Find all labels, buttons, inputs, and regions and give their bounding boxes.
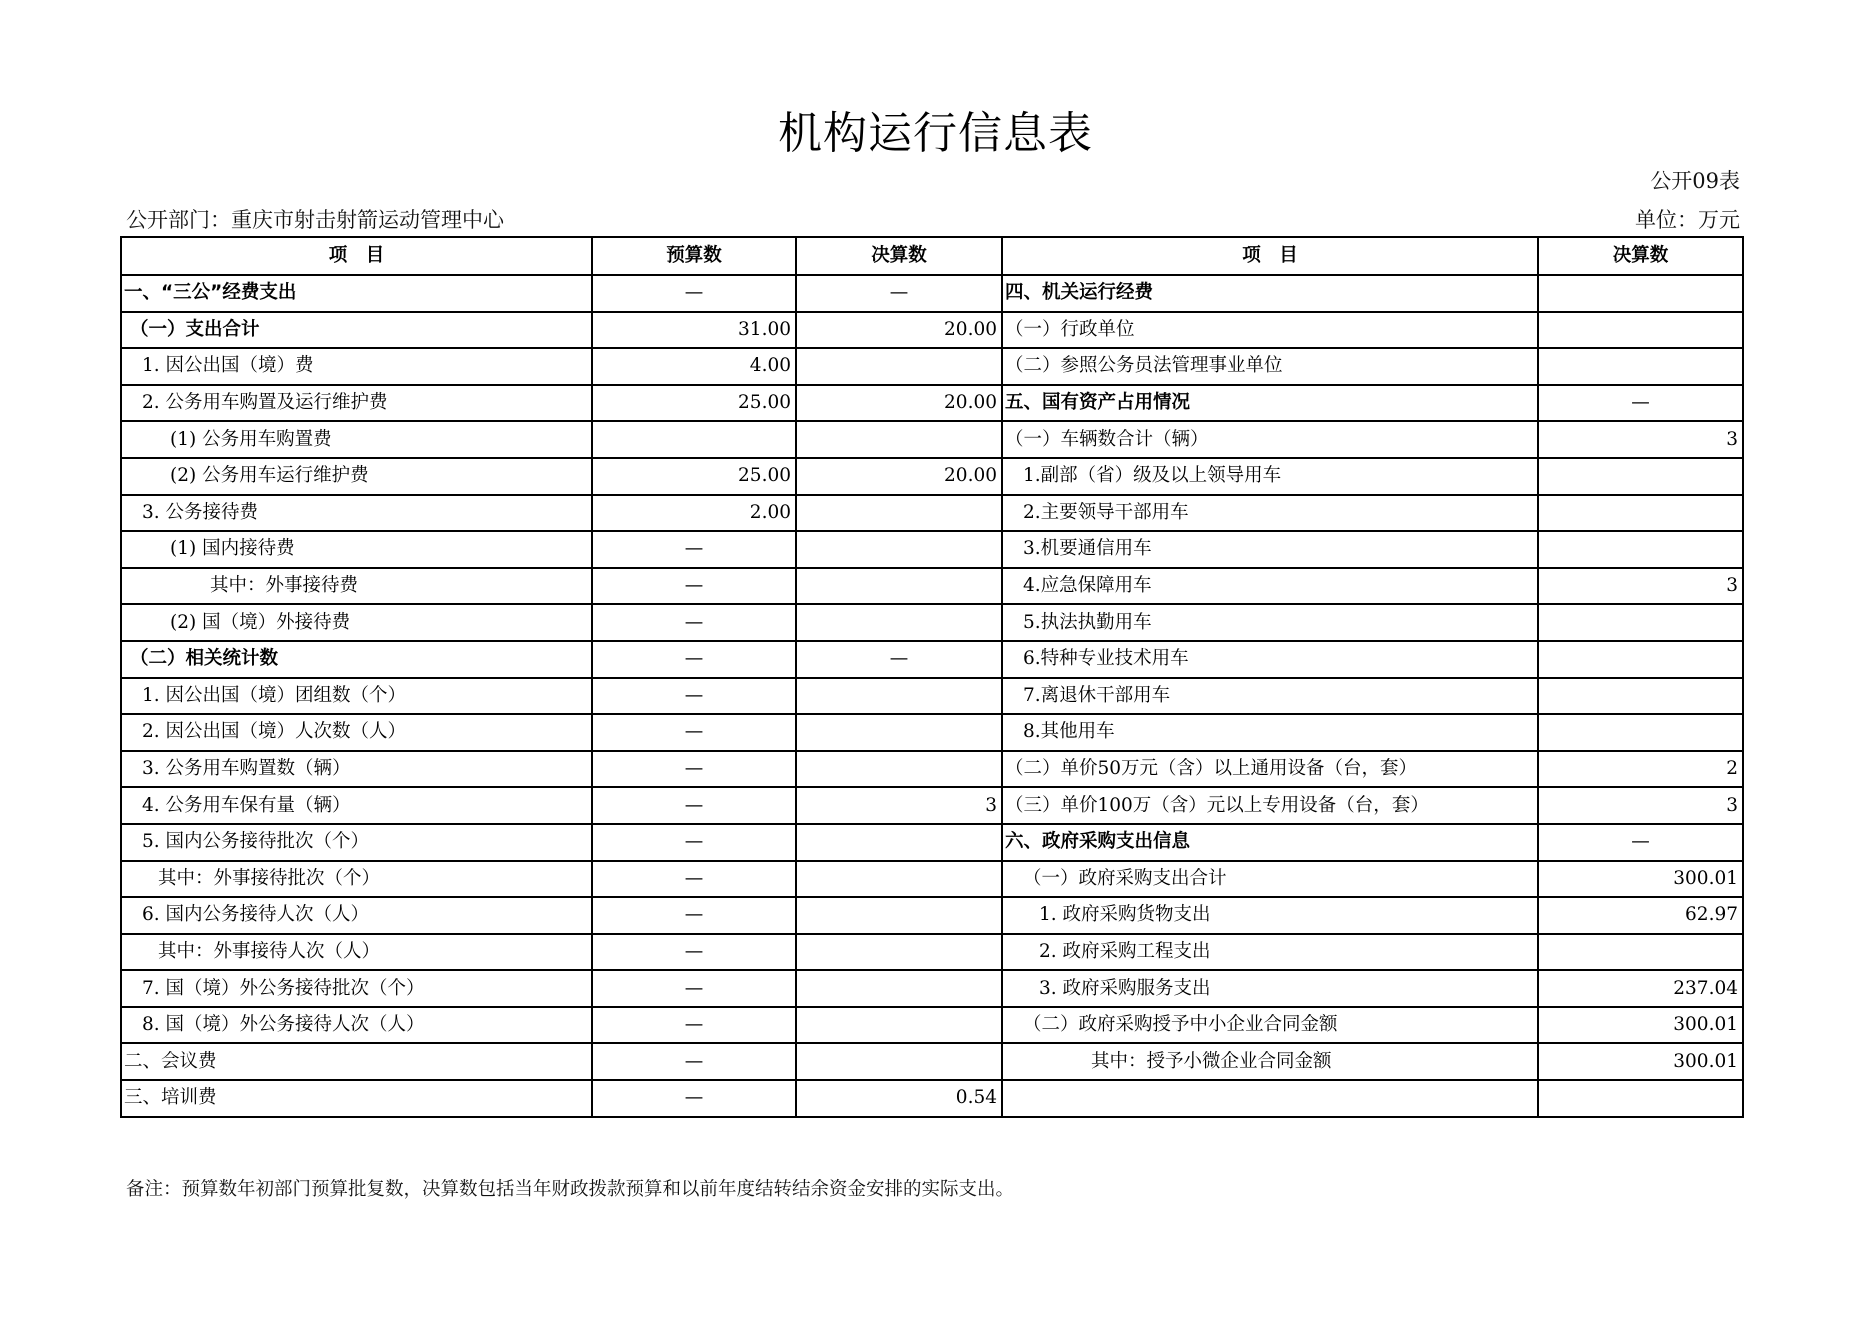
final-value bbox=[796, 751, 1002, 788]
right-row-label: 1. 政府采购货物支出 bbox=[1002, 897, 1538, 934]
final-value bbox=[796, 1007, 1002, 1044]
right-final-value: 2 bbox=[1538, 751, 1743, 788]
final-value bbox=[796, 970, 1002, 1007]
table-row bbox=[121, 312, 1743, 349]
row-label: 三、培训费 bbox=[121, 1080, 592, 1117]
row-label: 1. 因公出国（境）费 bbox=[121, 348, 592, 385]
table-row bbox=[121, 970, 1743, 1007]
table-row bbox=[121, 641, 1743, 678]
right-row-label: （一）政府采购支出合计 bbox=[1002, 861, 1538, 898]
row-label: （一）支出合计 bbox=[121, 312, 592, 349]
right-final-value bbox=[1538, 275, 1743, 312]
right-final-value: 300.01 bbox=[1538, 861, 1743, 898]
table-row bbox=[121, 787, 1743, 824]
right-final-value: 300.01 bbox=[1538, 1007, 1743, 1044]
budget-value: — bbox=[592, 275, 796, 312]
budget-value: — bbox=[592, 861, 796, 898]
table-row bbox=[121, 495, 1743, 532]
final-value: 0.54 bbox=[796, 1080, 1002, 1117]
right-row-label: 1.副部（省）级及以上领导用车 bbox=[1002, 458, 1538, 495]
row-label: 8. 国（境）外公务接待人次（人） bbox=[121, 1007, 592, 1044]
right-row-label bbox=[1002, 1080, 1538, 1117]
final-value bbox=[796, 568, 1002, 605]
final-value bbox=[796, 1043, 1002, 1080]
row-label: 一、“三公”经费支出 bbox=[121, 275, 592, 312]
budget-value: — bbox=[592, 568, 796, 605]
final-value: 3 bbox=[796, 787, 1002, 824]
right-final-value: 62.97 bbox=[1538, 897, 1743, 934]
right-row-label: 3.机要通信用车 bbox=[1002, 531, 1538, 568]
header-left-item: 项 目 bbox=[121, 237, 592, 275]
final-value bbox=[796, 421, 1002, 458]
row-label: 2. 因公出国（境）人次数（人） bbox=[121, 714, 592, 751]
right-final-value: 3 bbox=[1538, 421, 1743, 458]
header-right-item: 项 目 bbox=[1002, 237, 1538, 275]
row-label: 3. 公务用车购置数（辆） bbox=[121, 751, 592, 788]
right-final-value bbox=[1538, 1080, 1743, 1117]
right-row-label: 5.执法执勤用车 bbox=[1002, 604, 1538, 641]
row-label: 4. 公务用车保有量（辆） bbox=[121, 787, 592, 824]
budget-value: 4.00 bbox=[592, 348, 796, 385]
table-row bbox=[121, 1043, 1743, 1080]
budget-value: 25.00 bbox=[592, 385, 796, 422]
row-label: 其中：外事接待费 bbox=[121, 568, 592, 605]
right-row-label: （二）单价50万元（含）以上通用设备（台，套） bbox=[1002, 751, 1538, 788]
budget-value: — bbox=[592, 714, 796, 751]
row-label: (1) 国内接待费 bbox=[121, 531, 592, 568]
row-label: (2) 公务用车运行维护费 bbox=[121, 458, 592, 495]
row-label: 2. 公务用车购置及运行维护费 bbox=[121, 385, 592, 422]
budget-value: — bbox=[592, 1007, 796, 1044]
budget-value: — bbox=[592, 678, 796, 715]
right-row-label: 四、机关运行经费 bbox=[1002, 275, 1538, 312]
right-row-label: 6.特种专业技术用车 bbox=[1002, 641, 1538, 678]
table-row bbox=[121, 568, 1743, 605]
final-value bbox=[796, 531, 1002, 568]
department-label: 公开部门：重庆市射击射箭运动管理中心 bbox=[126, 208, 504, 232]
table-header-row bbox=[121, 237, 1743, 275]
table-row bbox=[121, 604, 1743, 641]
budget-value: — bbox=[592, 934, 796, 971]
right-row-label: 五、国有资产占用情况 bbox=[1002, 385, 1538, 422]
final-value bbox=[796, 495, 1002, 532]
right-final-value: 300.01 bbox=[1538, 1043, 1743, 1080]
final-value bbox=[796, 934, 1002, 971]
header-left-final: 决算数 bbox=[796, 237, 1002, 275]
right-row-label: （一）车辆数合计（辆） bbox=[1002, 421, 1538, 458]
page-title: 机构运行信息表 bbox=[778, 108, 1093, 159]
right-final-value bbox=[1538, 531, 1743, 568]
table-row bbox=[121, 824, 1743, 861]
right-final-value bbox=[1538, 934, 1743, 971]
final-value: 20.00 bbox=[796, 385, 1002, 422]
budget-value: — bbox=[592, 641, 796, 678]
table-row bbox=[121, 897, 1743, 934]
right-row-label: 2.主要领导干部用车 bbox=[1002, 495, 1538, 532]
final-value bbox=[796, 678, 1002, 715]
budget-value: — bbox=[592, 824, 796, 861]
budget-value: — bbox=[592, 1080, 796, 1117]
budget-value: — bbox=[592, 787, 796, 824]
right-final-value bbox=[1538, 495, 1743, 532]
row-label: 5. 国内公务接待批次（个） bbox=[121, 824, 592, 861]
right-row-label: 其中：授予小微企业合同金额 bbox=[1002, 1043, 1538, 1080]
final-value bbox=[796, 861, 1002, 898]
budget-value: 31.00 bbox=[592, 312, 796, 349]
row-label: 其中：外事接待人次（人） bbox=[121, 934, 592, 971]
right-row-label: 7.离退休干部用车 bbox=[1002, 678, 1538, 715]
table-row bbox=[121, 385, 1743, 422]
budget-value: — bbox=[592, 897, 796, 934]
budget-value: — bbox=[592, 604, 796, 641]
row-label: （二）相关统计数 bbox=[121, 641, 592, 678]
final-value bbox=[796, 824, 1002, 861]
right-row-label: 六、政府采购支出信息 bbox=[1002, 824, 1538, 861]
table-row bbox=[121, 678, 1743, 715]
row-label: (1) 公务用车购置费 bbox=[121, 421, 592, 458]
table-row bbox=[121, 1007, 1743, 1044]
row-label: 1. 因公出国（境）团组数（个） bbox=[121, 678, 592, 715]
right-row-label: 2. 政府采购工程支出 bbox=[1002, 934, 1538, 971]
final-value bbox=[796, 714, 1002, 751]
row-label: (2) 国（境）外接待费 bbox=[121, 604, 592, 641]
table-row bbox=[121, 1080, 1743, 1117]
unit-label: 单位：万元 bbox=[1635, 208, 1740, 232]
right-final-value bbox=[1538, 678, 1743, 715]
budget-value: 2.00 bbox=[592, 495, 796, 532]
table-row bbox=[121, 421, 1743, 458]
right-row-label: 3. 政府采购服务支出 bbox=[1002, 970, 1538, 1007]
institution-operation-table bbox=[120, 236, 1744, 1118]
row-label: 3. 公务接待费 bbox=[121, 495, 592, 532]
right-final-value bbox=[1538, 458, 1743, 495]
right-final-value: — bbox=[1538, 385, 1743, 422]
right-final-value: 237.04 bbox=[1538, 970, 1743, 1007]
right-row-label: （一）行政单位 bbox=[1002, 312, 1538, 349]
table-row bbox=[121, 348, 1743, 385]
right-row-label: （二）政府采购授予中小企业合同金额 bbox=[1002, 1007, 1538, 1044]
final-value: 20.00 bbox=[796, 458, 1002, 495]
right-final-value bbox=[1538, 641, 1743, 678]
table-row bbox=[121, 934, 1743, 971]
table-row bbox=[121, 751, 1743, 788]
right-row-label: （二）参照公务员法管理事业单位 bbox=[1002, 348, 1538, 385]
budget-value bbox=[592, 421, 796, 458]
final-value: 20.00 bbox=[796, 312, 1002, 349]
table-row bbox=[121, 275, 1743, 312]
budget-value: — bbox=[592, 970, 796, 1007]
right-final-value: 3 bbox=[1538, 787, 1743, 824]
right-final-value: 3 bbox=[1538, 568, 1743, 605]
right-final-value bbox=[1538, 348, 1743, 385]
final-value bbox=[796, 897, 1002, 934]
header-right-final: 决算数 bbox=[1538, 237, 1743, 275]
final-value bbox=[796, 604, 1002, 641]
budget-value: — bbox=[592, 751, 796, 788]
row-label: 二、会议费 bbox=[121, 1043, 592, 1080]
row-label: 7. 国（境）外公务接待批次（个） bbox=[121, 970, 592, 1007]
final-value: — bbox=[796, 641, 1002, 678]
right-row-label: 8.其他用车 bbox=[1002, 714, 1538, 751]
final-value: — bbox=[796, 275, 1002, 312]
row-label: 其中：外事接待批次（个） bbox=[121, 861, 592, 898]
table-row bbox=[121, 458, 1743, 495]
row-label: 6. 国内公务接待人次（人） bbox=[121, 897, 592, 934]
header-left-budget: 预算数 bbox=[592, 237, 796, 275]
budget-value: 25.00 bbox=[592, 458, 796, 495]
right-final-value bbox=[1538, 714, 1743, 751]
right-final-value bbox=[1538, 604, 1743, 641]
table-row bbox=[121, 531, 1743, 568]
form-number: 公开09表 bbox=[1650, 169, 1740, 193]
table-row bbox=[121, 861, 1743, 898]
budget-value: — bbox=[592, 531, 796, 568]
right-final-value bbox=[1538, 312, 1743, 349]
right-row-label: （三）单价100万（含）元以上专用设备（台，套） bbox=[1002, 787, 1538, 824]
right-row-label: 4.应急保障用车 bbox=[1002, 568, 1538, 605]
budget-value: — bbox=[592, 1043, 796, 1080]
right-final-value: — bbox=[1538, 824, 1743, 861]
table-row bbox=[121, 714, 1743, 751]
footnote: 备注：预算数年初部门预算批复数，决算数包括当年财政拨款预算和以前年度结转结余资金安排的实际支出。 bbox=[126, 1179, 1015, 1200]
final-value bbox=[796, 348, 1002, 385]
